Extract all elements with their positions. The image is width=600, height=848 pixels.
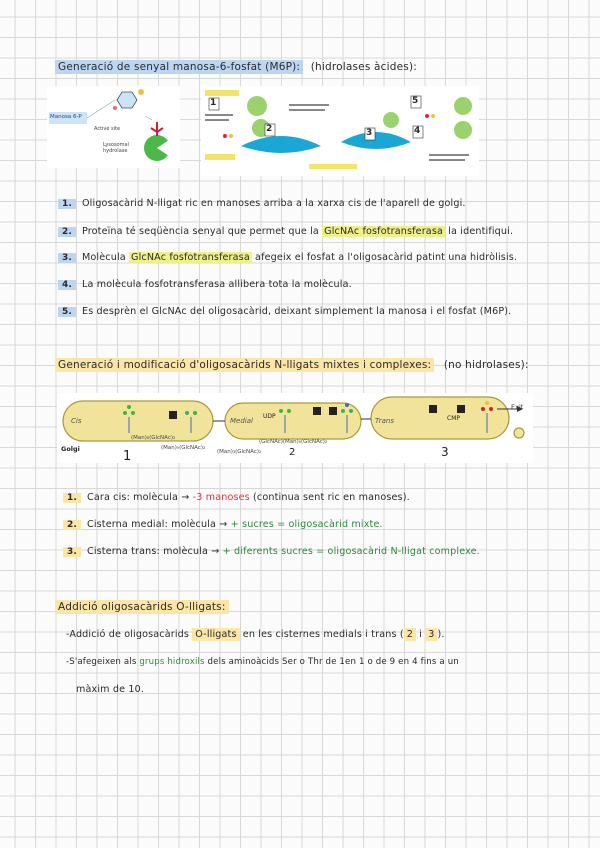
- item-text: Proteïna té seqüència senyal que permet que la: [81, 226, 323, 237]
- item-text: La molècula fosfotransferasa allibera tota la molècula.: [81, 279, 352, 290]
- item-number: 3.: [63, 547, 81, 557]
- active-site-label: Active site: [94, 126, 121, 132]
- item-number: 4.: [58, 280, 76, 290]
- item-number: 1.: [58, 199, 76, 209]
- section2-item-1: [63, 492, 410, 503]
- section1-item-2: [58, 226, 513, 237]
- golgi-mark-2: 2: [289, 447, 296, 458]
- formula-2: (Man)₅(GlcNAc)₂: [161, 445, 206, 451]
- hydrolase-label: Lysosomal hydrolase: [103, 142, 129, 154]
- item-text: afegeix el fosfat a l'oligosacàrid patint una hidròlisis.: [251, 252, 518, 263]
- text: -S'afegeixen als: [66, 657, 140, 667]
- section2-note: (no hidrolases):: [443, 359, 529, 371]
- item-text: Cara cis: molècula →: [86, 492, 193, 503]
- section2-heading: [55, 359, 529, 371]
- m6p-figure-right: [201, 86, 479, 176]
- cmp-label: CMP: [447, 415, 460, 422]
- item-text: la identifiqui.: [445, 226, 514, 237]
- text: dels aminoàcids Ser o Thr de 1en 1 o de 9 en 4 fins a un: [204, 657, 459, 667]
- ref-2: 2: [404, 628, 416, 641]
- red-text: -3 manoses: [192, 492, 250, 503]
- olinked-highlight: O-lligats: [192, 628, 239, 641]
- udp-label: UDP: [263, 413, 276, 420]
- step-badge-2: 2: [266, 124, 273, 134]
- step-badge-5: 5: [412, 96, 419, 106]
- manosa-label: Manosa 6-P: [50, 114, 82, 120]
- item-text: Molècula: [81, 252, 129, 263]
- step-badge-3: 3: [366, 128, 373, 138]
- medial-label: Medial: [230, 417, 253, 425]
- formula-3: (GlcNAc)(Man)₅(GlcNAc)₂: [259, 439, 328, 445]
- m6p-figure-left: [47, 86, 180, 168]
- formula-1: (Man)₈(GlcNAc)₂: [131, 435, 176, 441]
- step-badge-4: 4: [414, 126, 421, 136]
- text: en les cisternes medials i trans (: [239, 629, 404, 640]
- item-number: 2.: [63, 520, 81, 530]
- green-text: + diferents sucres = oligosacàrid N-lligat complexe.: [222, 546, 480, 557]
- section3-title: Addició oligosacàrids O-lligats:: [55, 600, 229, 614]
- item-number: 5.: [58, 307, 76, 317]
- m6p-pathway-diagram: [201, 86, 479, 176]
- text: i: [415, 629, 426, 640]
- section2-title: Generació i modificació d'oligosacàrids N-lligats mixtes i complexes:: [55, 358, 434, 372]
- ref-3: 3: [425, 628, 437, 641]
- exit-label: Exit: [511, 403, 524, 411]
- enzyme-highlight: GlcNAc fosfotransferasa: [324, 226, 444, 237]
- golgi-figure: [57, 393, 533, 463]
- section1-item-5: [58, 306, 511, 317]
- cis-label: Cis: [71, 417, 82, 425]
- section2-item-2: [63, 519, 383, 530]
- section1-note: (hidrolases àcides):: [310, 61, 417, 73]
- golgi-mark-1: 1: [123, 449, 132, 464]
- section1-item-3: [58, 252, 517, 263]
- section1-title: Generació de senyal manosa-6-fosfat (M6P):: [55, 60, 303, 74]
- section3-heading: [55, 601, 229, 613]
- text: màxim de 10.: [76, 684, 145, 695]
- step-badge-1: 1: [210, 98, 217, 108]
- item-number: 3.: [58, 253, 76, 263]
- section1-heading: [55, 61, 417, 73]
- item-number: 2.: [58, 227, 76, 237]
- golgi-mark-3: 3: [441, 445, 449, 459]
- item-text: Es desprèn el GlcNAc del oligosacàrid, deixant simplement la manosa i el fosfat (M6P).: [81, 306, 512, 317]
- item-text: Cisterna trans: molècula →: [86, 546, 223, 557]
- section3-line-2: [66, 657, 459, 667]
- item-number: 1.: [63, 493, 81, 503]
- section1-item-4: [58, 279, 352, 290]
- section3-line-3: [76, 684, 144, 695]
- green-text: grups hidroxils: [139, 657, 205, 667]
- section1-item-1: [58, 198, 466, 209]
- formula-4: (Man)₃(GlcNAc)₂: [217, 449, 262, 455]
- green-text: + sucres = oligosacàrid mixte.: [230, 519, 383, 530]
- golgi-label: Golgi: [61, 445, 80, 453]
- section2-item-3: [63, 546, 480, 557]
- text: ).: [437, 629, 445, 640]
- item-text: (continua sent ric en manoses).: [249, 492, 410, 503]
- section3-line-1: [66, 629, 445, 640]
- text: -Addició de oligosacàrids: [66, 629, 193, 640]
- item-text: Cisterna medial: molècula →: [86, 519, 231, 530]
- enzyme-highlight: GlcNAc fosfotransferasa: [131, 252, 250, 263]
- item-text: Oligosacàrid N-lligat ric en manoses arriba a la xarxa cis de l'aparell de golgi.: [81, 198, 466, 209]
- trans-label: Trans: [375, 417, 394, 425]
